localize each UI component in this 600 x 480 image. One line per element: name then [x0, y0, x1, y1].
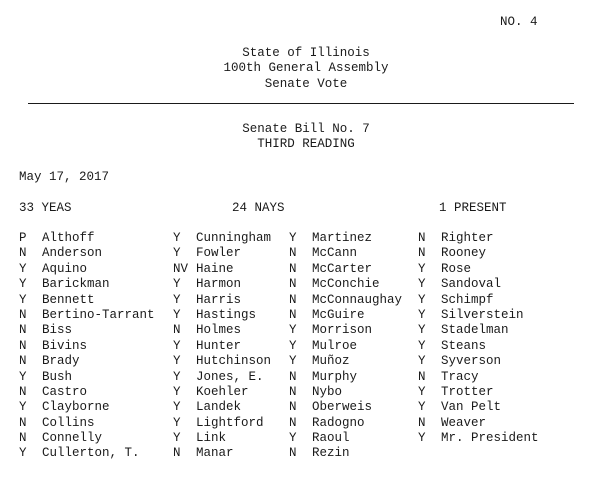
senator-row [19, 231, 155, 246]
senator-name: Harmon [196, 277, 242, 292]
senator-vote: N [418, 415, 426, 430]
roll-call-column-1 [19, 231, 155, 462]
senator-row [173, 323, 271, 338]
senator-row [173, 308, 271, 323]
tally-nays: 24 NAYS [232, 201, 285, 215]
senator-name: Brady [42, 354, 80, 369]
senator-vote: Y [19, 400, 27, 415]
senator-name: Muñoz [312, 354, 350, 369]
bill-reading: THIRD READING [257, 137, 355, 152]
senator-row [173, 262, 271, 277]
senator-row [289, 293, 402, 308]
senator-vote: Y [418, 277, 426, 292]
senator-row [173, 293, 271, 308]
senator-name: Barickman [42, 277, 110, 292]
senator-name: Raoul [312, 431, 350, 446]
senator-row [173, 354, 271, 369]
senator-name: Rezin [312, 446, 350, 461]
senator-vote: Y [19, 277, 27, 292]
senator-row [173, 416, 271, 431]
senator-vote: Y [19, 369, 27, 384]
senator-vote: N [289, 261, 297, 276]
vote-date: May 17, 2017 [19, 170, 110, 184]
senator-name: Lightford [196, 415, 264, 430]
senator-vote: Y [173, 415, 181, 430]
senator-name: McConnaughay [312, 292, 403, 307]
senator-name: Sandoval [441, 277, 502, 292]
senator-name: Stadelman [441, 323, 509, 338]
senator-vote: Y [173, 231, 181, 245]
senator-vote: Y [418, 261, 426, 276]
senator-row [289, 385, 402, 400]
senator-vote: NV [173, 261, 189, 276]
senator-row [19, 431, 155, 446]
senator-vote: Y [173, 292, 181, 307]
senator-name: Bennett [42, 292, 95, 307]
senator-name: Althoff [42, 231, 95, 245]
senator-row [173, 400, 271, 415]
senator-vote: N [289, 307, 297, 322]
senator-vote: N [19, 354, 27, 369]
senator-vote: N [19, 323, 27, 338]
senator-row [19, 385, 155, 400]
senator-row [289, 416, 402, 431]
senator-vote: Y [173, 277, 181, 292]
senator-name: Haine [196, 261, 234, 276]
senator-name: Mr. President [441, 431, 539, 446]
senator-name: Nybo [312, 384, 343, 399]
senator-name: Biss [42, 323, 73, 338]
senator-name: Hastings [196, 307, 257, 322]
bill-number: Senate Bill No. 7 [242, 122, 370, 136]
senator-vote: Y [418, 354, 426, 369]
senator-name: Radogno [312, 415, 365, 430]
senator-row [418, 277, 539, 292]
senator-vote: N [19, 415, 27, 430]
senator-name: Morrison [312, 323, 373, 338]
senator-row [418, 293, 539, 308]
senator-vote: Y [418, 323, 426, 338]
tally-yeas: 33 YEAS [19, 201, 72, 215]
senator-name: Tracy [441, 369, 479, 384]
senator-name: Rose [441, 261, 472, 276]
senator-row [289, 308, 402, 323]
senator-row [173, 277, 271, 292]
senator-row [173, 339, 271, 354]
senator-name: Anderson [42, 246, 103, 261]
senator-name: Martinez [312, 231, 373, 245]
senator-name: Schimpf [441, 292, 494, 307]
senator-name: Koehler [196, 384, 249, 399]
header-divider [28, 103, 574, 104]
senator-vote: Y [418, 307, 426, 322]
senator-name: Van Pelt [441, 400, 502, 415]
senator-row [418, 323, 539, 338]
senator-vote: N [418, 369, 426, 384]
senator-row [19, 370, 155, 385]
senator-row [289, 277, 402, 292]
senator-name: Oberweis [312, 400, 373, 415]
senator-vote: Y [173, 431, 181, 446]
senator-row [19, 323, 155, 338]
senator-vote: Y [173, 384, 181, 399]
senator-row [418, 370, 539, 385]
senator-row [19, 400, 155, 415]
senator-row [418, 400, 539, 415]
senator-vote: Y [19, 292, 27, 307]
senator-row [418, 354, 539, 369]
bill-heading [0, 122, 600, 153]
senator-vote: Y [19, 261, 27, 276]
senator-vote: Y [19, 446, 27, 461]
senator-row [289, 370, 402, 385]
senator-row [173, 246, 271, 261]
senator-row [418, 431, 539, 446]
senator-name: Bush [42, 369, 73, 384]
senator-vote: N [289, 384, 297, 399]
senator-name: McConchie [312, 277, 380, 292]
senator-row [19, 354, 155, 369]
senator-vote: N [418, 246, 426, 261]
senator-row [19, 446, 155, 461]
roll-call-column-2 [173, 231, 271, 462]
senator-name: Bertino-Tarrant [42, 307, 155, 322]
senator-row [19, 416, 155, 431]
senator-name: Silverstein [441, 307, 524, 322]
header-chamber-vote: Senate Vote [264, 76, 348, 91]
senator-vote: Y [173, 354, 181, 369]
senator-vote: N [289, 246, 297, 261]
senator-vote: N [289, 415, 297, 430]
senator-row [418, 231, 539, 246]
senator-vote: Y [289, 338, 297, 353]
senator-row [418, 262, 539, 277]
senator-vote: N [19, 384, 27, 399]
senator-vote: Y [418, 384, 426, 399]
senator-name: McGuire [312, 307, 365, 322]
senator-row [418, 246, 539, 261]
senator-vote: Y [289, 323, 297, 338]
senator-vote: Y [418, 338, 426, 353]
senator-row [19, 277, 155, 292]
senator-name: McCarter [312, 261, 373, 276]
senator-vote: N [418, 231, 426, 245]
senator-row [19, 339, 155, 354]
senator-name: Holmes [196, 323, 242, 338]
senator-row [19, 293, 155, 308]
senator-vote: Y [173, 338, 181, 353]
senator-vote: N [289, 369, 297, 384]
senator-name: Aquino [42, 261, 88, 276]
senator-vote: Y [418, 292, 426, 307]
senator-row [289, 246, 402, 261]
senator-row [289, 339, 402, 354]
senator-name: Mulroe [312, 338, 358, 353]
senator-name: Rooney [441, 246, 487, 261]
senator-vote: N [289, 277, 297, 292]
roll-call-column-4 [418, 231, 539, 446]
senator-name: Cunningham [196, 231, 272, 245]
senator-row [289, 446, 402, 461]
senator-row [173, 446, 271, 461]
senator-vote: Y [173, 400, 181, 415]
senator-name: Landek [196, 400, 242, 415]
senator-name: Clayborne [42, 400, 110, 415]
senator-row [173, 431, 271, 446]
senator-row [173, 231, 271, 246]
senator-name: Righter [441, 231, 494, 245]
senator-vote: Y [418, 431, 426, 446]
roll-call-column-3 [289, 231, 402, 462]
senator-row [289, 323, 402, 338]
senator-name: Link [196, 431, 227, 446]
senator-name: Connelly [42, 431, 103, 446]
senator-name: Weaver [441, 415, 487, 430]
senator-name: Collins [42, 415, 95, 430]
senator-name: Bivins [42, 338, 88, 353]
senator-row [418, 416, 539, 431]
senator-name: Hutchinson [196, 354, 272, 369]
senator-name: McCann [312, 246, 358, 261]
senator-row [19, 246, 155, 261]
document-header [0, 46, 600, 92]
senator-name: Cullerton, T. [42, 446, 140, 461]
senator-vote: N [289, 292, 297, 307]
senator-name: Jones, E. [196, 369, 264, 384]
senator-name: Fowler [196, 246, 242, 261]
senator-row [173, 370, 271, 385]
senator-name: Manar [196, 446, 234, 461]
senator-row [19, 308, 155, 323]
senator-vote: N [173, 446, 181, 461]
header-assembly: 100th General Assembly [223, 61, 389, 76]
senator-vote: N [289, 446, 297, 461]
document-number: NO. 4 [500, 15, 538, 29]
senator-vote: N [19, 338, 27, 353]
senator-row [19, 262, 155, 277]
senator-name: Trotter [441, 384, 494, 399]
senator-row [289, 262, 402, 277]
senator-vote: Y [289, 354, 297, 369]
senator-row [289, 231, 402, 246]
senator-vote: Y [173, 307, 181, 322]
senator-row [418, 385, 539, 400]
senator-row [418, 308, 539, 323]
senator-vote: N [19, 246, 27, 261]
senator-vote: N [289, 400, 297, 415]
senator-name: Hunter [196, 338, 242, 353]
senator-vote: Y [289, 431, 297, 446]
senator-row [418, 339, 539, 354]
senator-vote: Y [173, 369, 181, 384]
senator-row [173, 385, 271, 400]
header-state: State of Illinois [242, 46, 370, 60]
senator-vote: Y [418, 400, 426, 415]
senator-name: Castro [42, 384, 88, 399]
senator-vote: Y [173, 246, 181, 261]
senator-row [289, 400, 402, 415]
senator-name: Harris [196, 292, 242, 307]
senator-vote: N [19, 307, 27, 322]
senator-vote: N [19, 431, 27, 446]
senator-name: Syverson [441, 354, 502, 369]
senator-vote: P [19, 231, 27, 245]
senator-name: Steans [441, 338, 487, 353]
senator-vote: N [173, 323, 181, 338]
senator-row [289, 431, 402, 446]
tally-present: 1 PRESENT [439, 201, 507, 215]
senator-name: Murphy [312, 369, 358, 384]
senator-row [289, 354, 402, 369]
senator-vote: Y [289, 231, 297, 245]
